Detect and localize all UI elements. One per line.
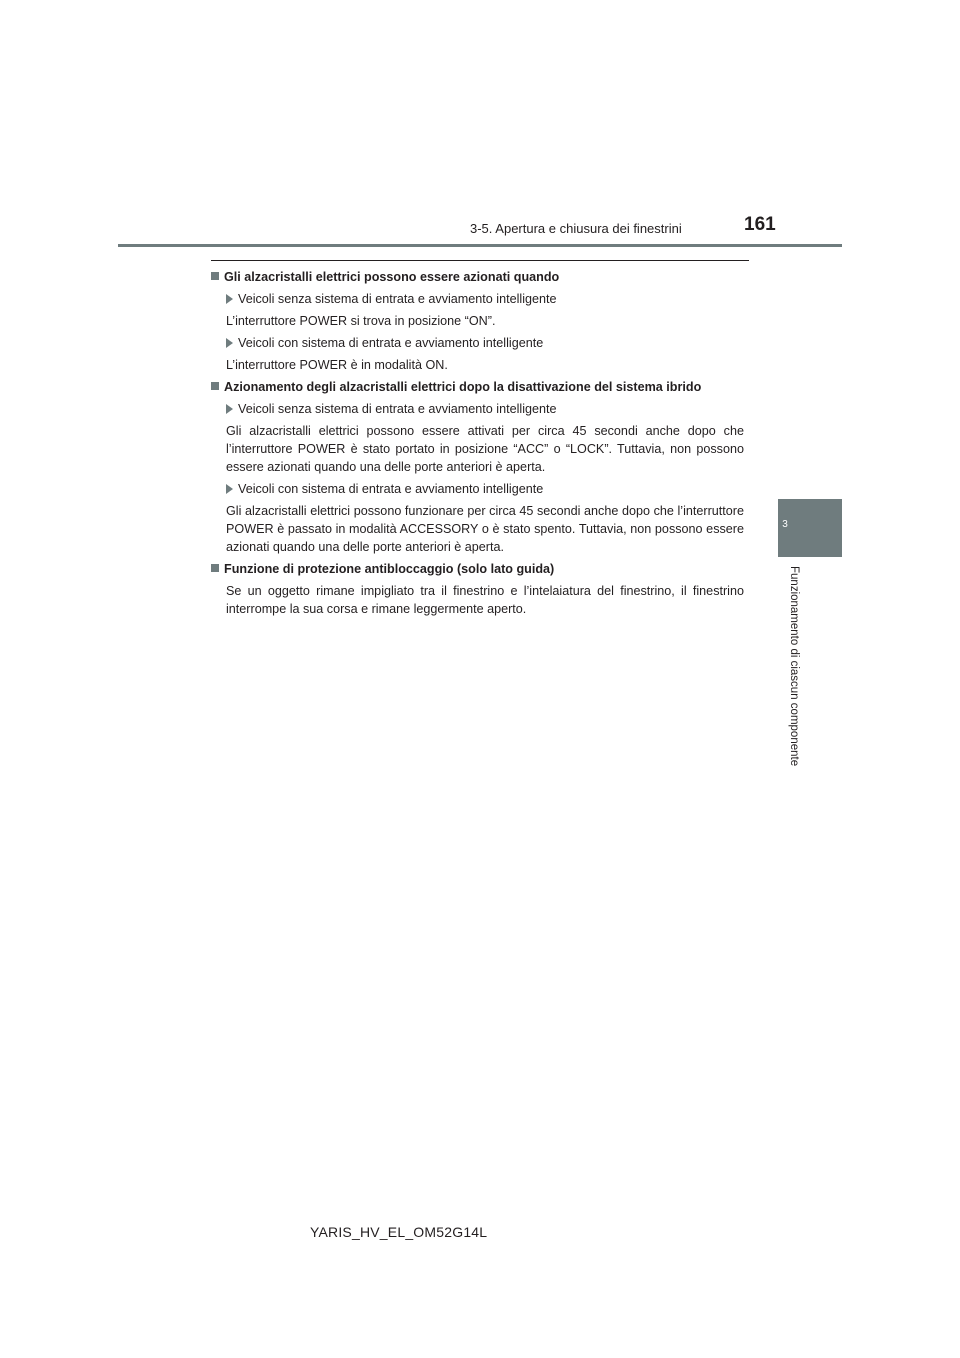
paragraph: L’interruttore POWER è in modalità ON. bbox=[226, 358, 448, 372]
chapter-number: 3 bbox=[782, 519, 788, 530]
paragraph: Se un oggetto rimane impigliato tra il finestrino e l’intelaiatura del finestrino, il finestrino interrompe la sua corsa e rimane leggermente aperto. bbox=[226, 584, 744, 616]
triangle-bullet-icon bbox=[226, 404, 233, 414]
page-number: 161 bbox=[744, 214, 776, 235]
paragraph: L’interruttore POWER si trova in posizione “ON”. bbox=[226, 314, 496, 328]
triangle-bullet-icon bbox=[226, 484, 233, 494]
square-bullet-icon bbox=[211, 564, 219, 572]
section-heading-text: Azionamento degli alzacristalli elettrici dopo la disattivazione del sistema ibrido bbox=[224, 380, 702, 394]
subheading bbox=[226, 480, 744, 498]
section-heading bbox=[211, 560, 744, 578]
paragraph: Gli alzacristalli elettrici possono funzionare per circa 45 secondi anche dopo che l’interruttore POWER è passato in modalità ACCESSORY o è stato spento. Tuttavia, non possono essere azionati quando una delle porte anteriori è aperta. bbox=[226, 504, 744, 554]
section-heading-text: Gli alzacristalli elettrici possono essere azionati quando bbox=[224, 270, 560, 284]
chapter-side-label: Funzionamento di ciascun componente bbox=[788, 566, 800, 767]
subheading bbox=[226, 334, 744, 352]
header-rule bbox=[118, 244, 842, 247]
subheading-text: Veicoli con sistema di entrata e avviamento intelligente bbox=[238, 336, 544, 350]
chapter-side-tab bbox=[778, 499, 842, 557]
footer-document-code: YARIS_HV_EL_OM52G14L bbox=[310, 1224, 488, 1240]
header-section-title: 3-5. Apertura e chiusura dei finestrini bbox=[470, 221, 682, 236]
subheading bbox=[226, 400, 744, 418]
section-heading bbox=[211, 378, 744, 396]
triangle-bullet-icon bbox=[226, 294, 233, 304]
section-heading bbox=[211, 268, 744, 286]
content-top-rule bbox=[211, 260, 749, 261]
subheading-text: Veicoli con sistema di entrata e avviamento intelligente bbox=[238, 482, 544, 496]
subheading bbox=[226, 290, 744, 308]
triangle-bullet-icon bbox=[226, 338, 233, 348]
paragraph: Gli alzacristalli elettrici possono essere attivati per circa 45 secondi anche dopo che l’interruttore POWER è stato portato in posizione “ACC” o “LOCK”. Tuttavia, non possono essere azionati quando una delle porte anteriori è aperta. bbox=[226, 424, 744, 474]
section-heading-text: Funzione di protezione antibloccaggio (solo lato guida) bbox=[224, 562, 555, 576]
content-body bbox=[211, 268, 744, 622]
subheading-text: Veicoli senza sistema di entrata e avviamento intelligente bbox=[238, 292, 557, 306]
square-bullet-icon bbox=[211, 382, 219, 390]
square-bullet-icon bbox=[211, 272, 219, 280]
subheading-text: Veicoli senza sistema di entrata e avviamento intelligente bbox=[238, 402, 557, 416]
